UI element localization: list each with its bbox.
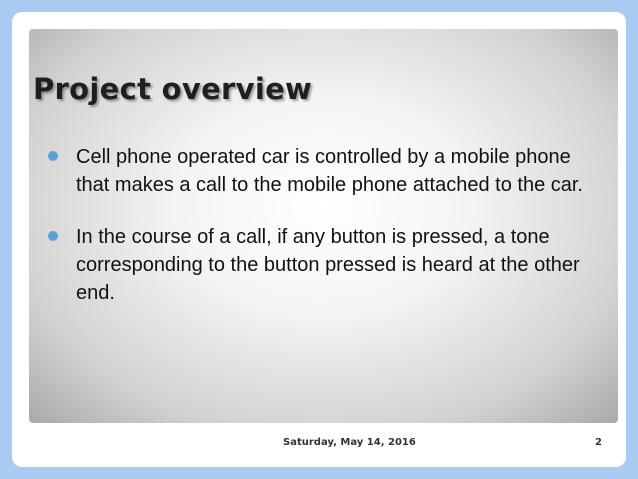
bullet-dot-icon: [48, 231, 58, 241]
bullet-item: [48, 143, 588, 199]
bullet-list: [48, 143, 588, 307]
bullet-item: [48, 223, 588, 307]
bullet-dot-icon: [48, 151, 58, 161]
slide-title: Project overview: [33, 72, 313, 106]
bullet-text: Cell phone operated car is controlled by a mobile phone that makes a call to the mobile phone attached to the car.: [76, 146, 583, 196]
bullet-text: In the course of a call, if any button is pressed, a tone corresponding to the button pressed is heard at the other end.: [76, 226, 580, 304]
footer-date: Saturday, May 14, 2016: [283, 437, 416, 448]
page-number: 2: [595, 437, 602, 448]
